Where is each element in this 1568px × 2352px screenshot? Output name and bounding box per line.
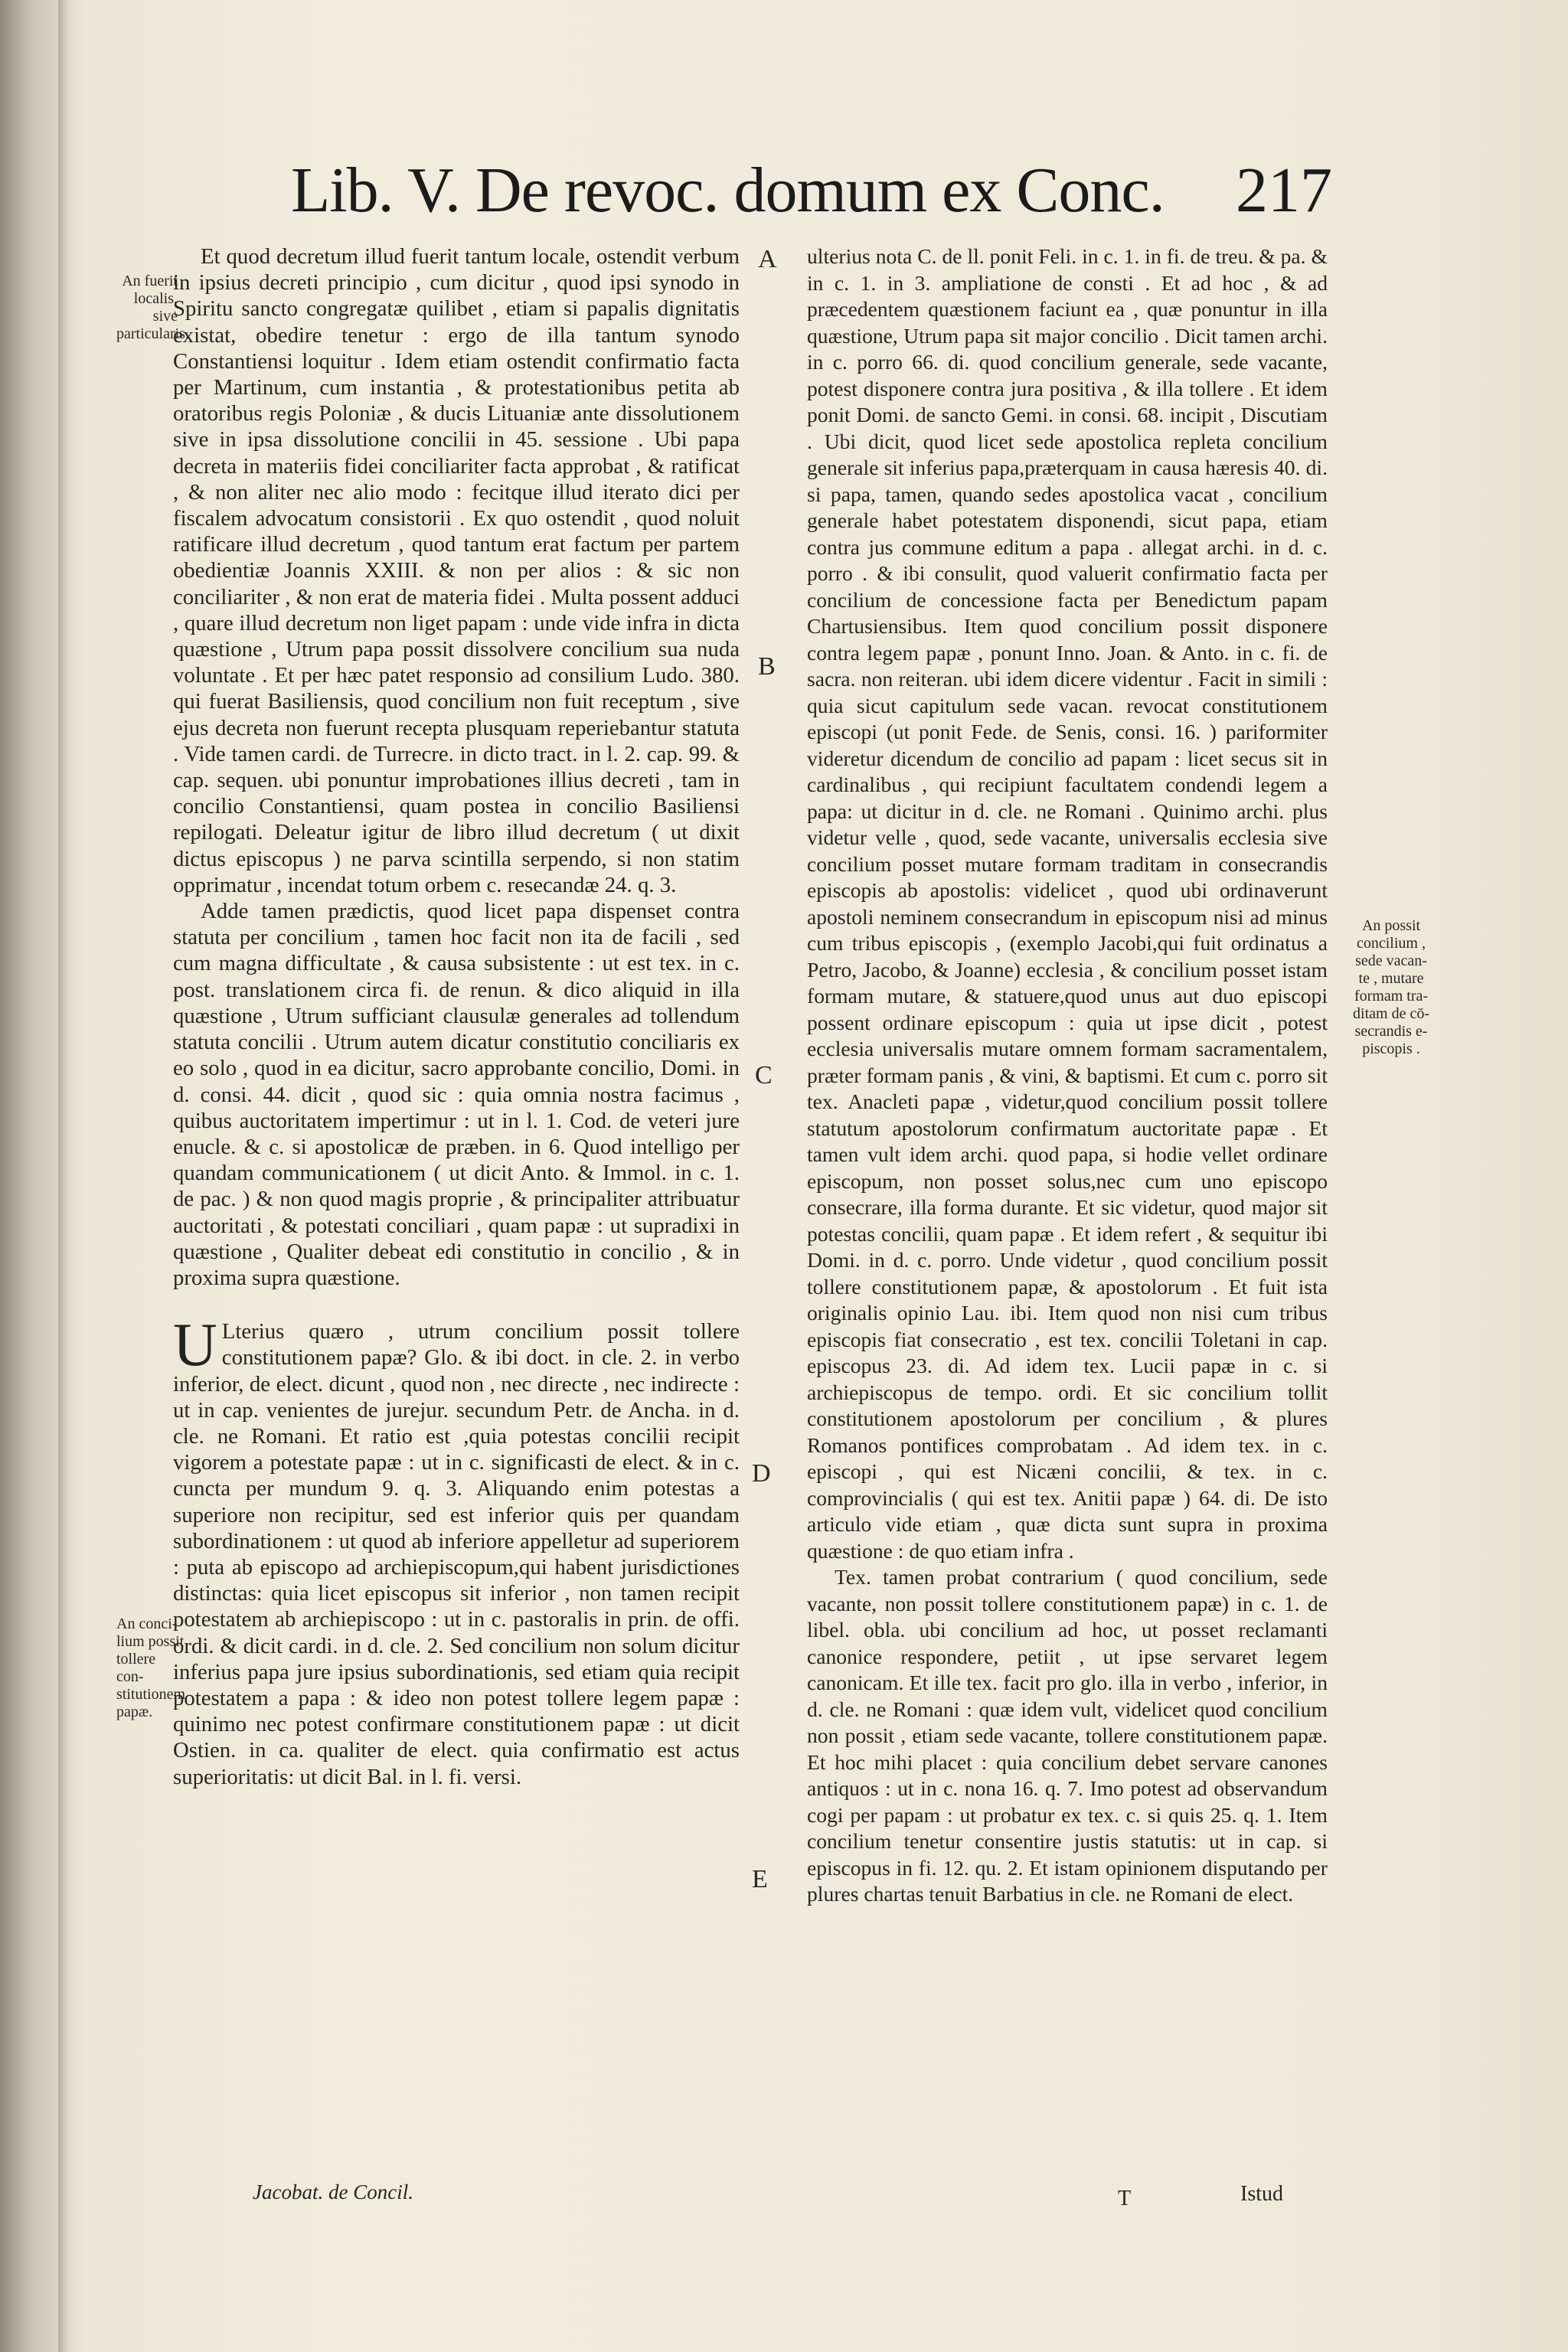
left-paragraph-3 <box>173 1312 740 1790</box>
section-letter-d: D <box>752 1459 771 1488</box>
left-paragraph-2: Adde tamen prædictis, quod licet papa dispenset contra statuta per concilium , tamen hoc facit non ita de facili , sed cum magna difficultate , & causa subsistente : ut est tex. in c. post. translationem circa fi. de renun. & dico aliquid in illa quæstione , Utrum sufficiant clausulæ generales ad tollendum statuta concilii . Utrum autem dicatur constitutio conciliaris ex eo solo , quod in ea dicitur, sacro approbante concilio, Domi. in d. consi. 44. dicit , quod sic : quia omnia nostra facimus , quibus auctoritatem impertimur : ut in l. 1. Cod. de veteri jure enucle. & c. si apostolicæ de præben. in 6. Quod intelligo per quandam communicationem ( ut dicit Anto. & Immol. in c. 1. de pac. ) & non quod magis proprie , & principaliter attribuatur auctoritati , & potestati conciliari , quam papæ : ut supradixi in quæstione , Qualiter debeat edi constitutio in concilio , & in proxima supra quæstione. <box>173 899 740 1290</box>
right-paragraph-2: Tex. tamen probat contrarium ( quod concilium, sede vacante, non possit tollere constitutionem papæ) in c. 1. de libel. obla. ubi concilium ad hoc, ut posset reclamanti canonice respondere, petiit , ut ipse servaret legem canonicam. Et ille tex. facit pro glo. illa in verbo , inferior, in d. cle. ne Romani : quæ idem vult, videlicet quod concilium non possit , etiam sede vacante, tollere constitutionem papæ. Et hoc mihi placet : quia concilium debet servare canones antiquos : ut in c. nona 16. q. 7. Imo potest ad observandum cogi per papam : ut probatur ex tex. c. si quis 25. q. 1. Item concilium tenetur consentire justis statutis: ut in cap. si episcopus in fi. 12. qu. 2. Et istam opinionem disputando per plures chartas tenuit Barbatius in cle. ne Romani de elect. <box>807 1565 1328 1906</box>
left-column <box>173 243 740 1790</box>
page-fold-shadow <box>58 0 69 2352</box>
section-letter-c: C <box>755 1061 773 1089</box>
page-header <box>291 153 1332 237</box>
margin-note-consecration: An possit concilium , sede vacan- te , mutare formam tra- ditam de cō- secrandis e- piscopis . <box>1353 917 1429 1057</box>
right-paragraph-1: ulterius nota C. de ll. ponit Feli. in c. 1. in fi. de treu. & pa. & in c. 1. in 3. ampliatione de consti . Et ad hoc , & ad præcedentem quæstionem faciunt ea , quæ ponuntur in illa quæstione, Utrum papa sit major concilio . Dicit tamen archi. in c. porro 66. di. quod concilium generale, sede vacante, potest disponere contra jura positiva , & illa tollere . Et idem ponit Domi. de sancto Gemi. in consi. 68. incipit , Discutiam . Ubi dicit, quod licet sede apostolica repleta concilium generale sit inferius papa,præterquam in causa hæresis 40. di. si papa, tamen, quando sedes apostolica vacat , concilium generale habet potestatem disponendi, sicut papa, etiam contra jus commune editum a papa . allegat archi. in d. c. porro . & ibi consulit, quod valuerit confirmatio facta per concilium de concessione facta per Benedictum papam Chartusiensibus. Item quod concilium possit disponere contra legem papæ , ponunt Inno. Joan. & Anto. in c. fi. de sacra. non reiteran. ubi idem dicere videntur . Facit in simili : quia sicut capitulum sede vacan. revocat constitutionem episcopi (ut ponit Fede. de Senis, consi. 16. ) pariformiter videretur dicendum de concilio ad papam : licet secus sit in cardinalibus , qui recipiunt facultatem condendi legem a papa: ut dicitur in d. cle. ne Romani . Quinimo archi. plus videtur velle , quod, sede vacante, universalis ecclesia sive concilium posset mutare formam traditam in consecrandis episcopis ab apostolis: videlicet , quod ubi ordinaverunt apostoli neminem consecrandum in episcopum nisi ad minus cum tribus episcopis , (exemplo Jacobi,qui fuit ordinatus a Petro, Jacobo, & Joanne) ecclesia , & concilium posset istam formam mutare, & statuere,quod unus aut duo episcopi possent ordinare episcopum : quia ut ipse dicit , potest ecclesia universalis mutare omnem formam sacramentalem, præter formam panis , & vini, & baptismi. Et cum c. porro sit tex. Anacleti papæ , videtur,quod concilium possit tollere statutum apostolorum confirmatum auctoritate papæ . Et tamen vult idem archi. quod papa, si hodie vellet ordinare episcopum, non posset solus,nec cum uno episcopo consecrare, illa forma durante. Et sic videtur, quod major sit potestas concilii, quam papæ . Et idem refert , & sequitur ibi Domi. in d. c. porro. Unde videtur , quod concilium possit tollere constitutionem papæ, & apostolorum . Et fuit ista originalis opinio Lau. ibi. Item quod non nisi cum tribus episcopis fiat consecratio , est tex. concilii Toletani in cap. episcopus 23. di. Ad idem tex. Lucii papæ in c. si archiepiscopus de tempo. ordi. Et sic concilium tollit constitutionem apostolorum per concilium , & plures Romanos pontifices comprobatam . Ad idem tex. in c. episcopi , qui est Nicæni concilii, & tex. in c. comprovincialis ( qui est tex. Anitii papæ ) 64. di. De isto articulo vide etiam , quæ dicta sunt supra in proxima quæstione : de quo etiam infra . <box>807 244 1328 1563</box>
section-letter-a: A <box>758 245 777 273</box>
paragraph-gap <box>173 1291 740 1318</box>
page-number: 217 <box>1236 155 1332 226</box>
book-gutter <box>0 0 31 2352</box>
right-column <box>807 243 1328 1908</box>
running-title: Lib. V. De revoc. domum ex Conc. <box>291 155 1165 226</box>
left-last-line: Jacobat. de Concil. <box>253 2180 413 2203</box>
left-paragraph-3-text: Lterius quæro , utrum concilium possit tollere constitutionem papæ? Glo. & ibi doct. in cle. 2. in verbo inferior, de elect. dicunt , quod non , nec directe , nec indirecte : ut in cap. venientes de jurejur. secundum Petr. de Ancha. in d. cle. ne Romani. Et ratio est ,quia potestas concilii recipit vigorem a potestate papæ : ut in c. significasti de elect. & in c. cuncta per mundum 9. q. 3. Aliquando enim potestas a superiore non recipitur, sed est inferior quis per quandam subordinationem : ut quod ab inferiore appelletur ad superiorem : puta ab episcopo ad archiepiscopum,qui habent jurisdictiones distinctas: quia licet episcopus sit inferior , non tamen recipit potestatem ab archiepiscopo : ut in c. pastoralis in prin. de offi. ordi. & dicit cardi. in d. cle. 2. Sed concilium non solum dicitur inferius papa jure ipsius subordinationis, sed etiam quia recipit potestatem a papa : & ideo non potest tollere legem papæ : quinimo nec potest confirmare constitutionem papæ : ut dicit Ostien. in ca. qualiter de elect. quia confirmatio est actus superioritatis: ut dicit Bal. in l. fi. versi. <box>173 1319 740 1789</box>
section-letter-e: E <box>752 1865 768 1893</box>
margin-note-council-power: An conci- lium possit tollere con- stitutionem papæ. <box>116 1615 185 1720</box>
catchword: Istud <box>1240 2182 1283 2206</box>
margin-note-local: An fuerit localis, sive particularis. <box>116 273 189 342</box>
left-paragraph-1: Et quod decretum illud fuerit tantum locale, ostendit verbum in ipsius decreti principio , cum dicitur , quod ipsi synodo in Spiritu sancto congregatæ quilibet , etiam si papalis dignitatis existat, obedire tenetur : ergo de illa tantum synodo Constantiensi loquitur . Idem etiam ostendit confirmatio facta per Martinum, cum instantia , & protestationibus petita ab oratoribus regis Poloniæ , & ducis Lituaniæ ante dissolutionem sive in ipsa dissolutione concilii in 45. sessione . Ubi papa decreta in materiis fidei conciliariter facta approbat , & ratificat , & non aliter nec alio modo : fecitque illud iterato dici per fiscalem advocatum consistorii . Ex quo ostendit , quod noluit ratificare illud decretum , quod tantum erat factum per partem obedientiæ Joannis XXIII. & non per alios : & sic non conciliariter , & non erat de materia fidei . Multa possent adduci , quare illud decretum non liget papam : unde vide infra in dicta quæstione , Utrum papa possit dissolvere concilium sua nuda voluntate . Et per hæc patet responsio ad consilium Ludo. 380. qui fuerat Basiliensis, quod concilium non fuit receptum , sive ejus decreta non fuerunt recepta plusquam reperiebantur statuta . Vide tamen cardi. de Turrecre. in dicto tract. in l. 2. cap. 99. & cap. sequen. ubi ponuntur improbationes illius decreti , tam in concilio Constantiensi, quam postea in concilio Basiliensi repilogati. Deleatur igitur de libro illud decretum ( ut dixit dictus episcopus ) ne parva scintilla serpendo, si non statim opprimatur , incendat totum orbem c. resecandæ 24. q. 3. <box>173 244 740 897</box>
drop-cap: U <box>173 1312 217 1380</box>
signature-mark: T <box>1118 2187 1132 2210</box>
book-page <box>31 0 1568 2352</box>
section-letter-b: B <box>758 652 776 681</box>
